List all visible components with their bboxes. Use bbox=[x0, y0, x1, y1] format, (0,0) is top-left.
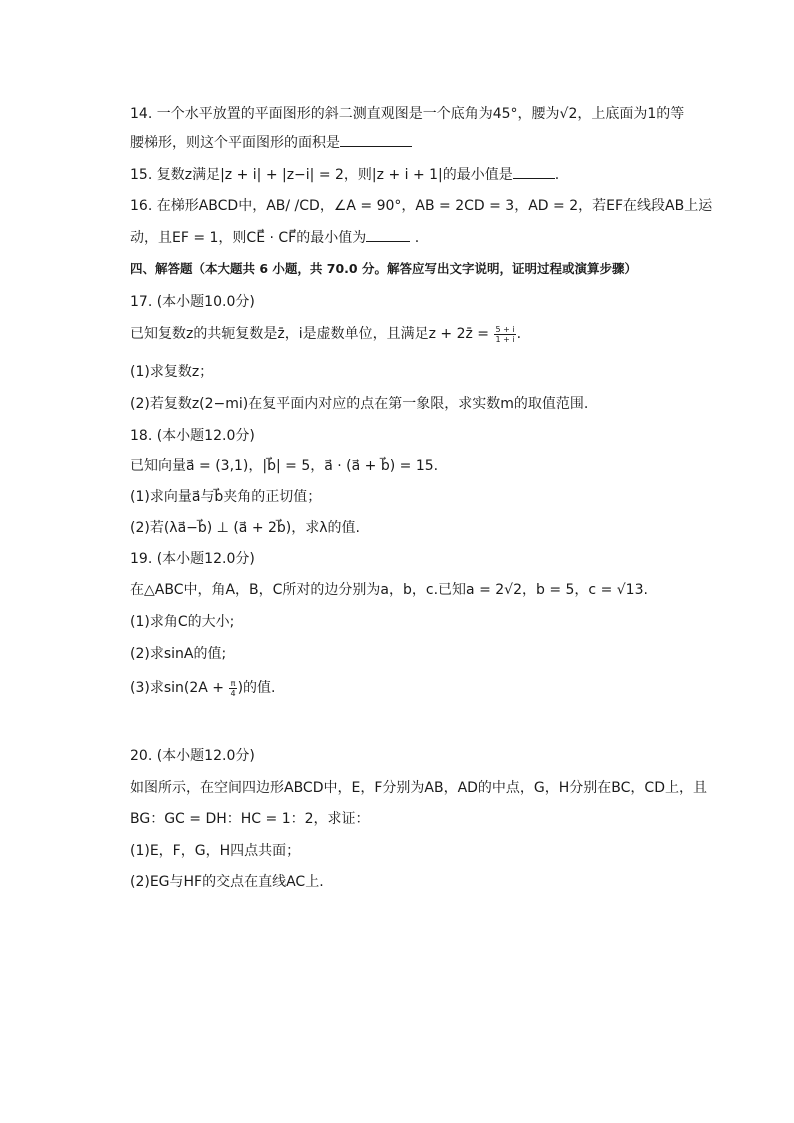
q18-part-2 bbox=[130, 518, 360, 538]
q20-part-2-text: (2)EG与HF的交点在直线AC上. bbox=[130, 874, 324, 890]
q17-part-1 bbox=[130, 362, 213, 382]
q18-header-text: 18. (本小题12.0分) bbox=[130, 428, 255, 444]
q16-line-2 bbox=[130, 227, 419, 248]
q19-stem bbox=[130, 580, 648, 600]
answer-blank bbox=[340, 132, 412, 147]
q19-stem-text: 在△ABC中，角A，B，C所对的边分别为a，b，c.已知a = 2√2，b = 5，c = √13. bbox=[130, 582, 648, 598]
q17-part-2-text: (2)若复数z(2−mi)在复平面内对应的点在第一象限，求实数m的取值范围. bbox=[130, 396, 589, 412]
q15-text: 15. 复数z满足|z + i| + |z−i| = 2，则|z + i + 1|的最小值是 bbox=[130, 167, 513, 183]
q19-header-text: 19. (本小题12.0分) bbox=[130, 551, 255, 567]
answer-blank bbox=[513, 164, 555, 179]
q14-line-2 bbox=[130, 132, 412, 153]
q19-part-3-end: )的值. bbox=[237, 680, 276, 696]
q18-part-1 bbox=[130, 487, 321, 507]
section-heading bbox=[130, 259, 637, 279]
q14-text-1: 14. 一个水平放置的平面图形的斜二测直观图是一个底角为45°，腰为√2，上底面为1的等 bbox=[130, 106, 685, 122]
section-heading-text: 四、解答题（本大题共 6 小题，共 70.0 分。解答应写出文字说明，证明过程或演算步骤） bbox=[130, 261, 637, 276]
answer-blank bbox=[366, 227, 410, 242]
q20-stem-1 bbox=[130, 778, 707, 798]
q18-header bbox=[130, 426, 255, 446]
q14-text-2: 腰梯形，则这个平面图形的面积是 bbox=[130, 135, 340, 151]
q17-part-1-text: (1)求复数z； bbox=[130, 364, 214, 380]
q19-part-3 bbox=[130, 678, 275, 698]
q20-stem-text-2: BG：GC = DH：HC = 1：2，求证： bbox=[130, 811, 370, 827]
q16-text-1: 16. 在梯形ABCD中，AB/ /CD，∠A = 90°，AB = 2CD = 3，AD = 2，若EF在线段AB上运 bbox=[130, 198, 713, 214]
q16-text-2: 动，且EF = 1，则CE⃗ · CF⃗的最小值为 bbox=[130, 230, 367, 246]
q16-line-1 bbox=[130, 196, 712, 216]
q18-stem-text: 已知向量a⃗ = (3,1)，|b⃗| = 5，a⃗ · (a⃗ + b⃗) = 15. bbox=[130, 458, 439, 474]
q17-stem-text: 已知复数z的共轭复数是z̄，i是虚数单位，且满足z + 2z̄ = bbox=[130, 326, 494, 342]
q20-part-1-text: (1)E，F，G，H四点共面； bbox=[130, 843, 301, 859]
q20-part-1 bbox=[130, 841, 300, 861]
q15-line bbox=[130, 164, 559, 185]
fraction-numerator: 5 + i bbox=[495, 324, 515, 334]
q19-part-1 bbox=[130, 612, 234, 632]
q15-tail: . bbox=[554, 167, 560, 183]
q14-line-1 bbox=[130, 104, 684, 124]
q18-part-1-text: (1)求向量a⃗与b⃗夹角的正切值； bbox=[130, 489, 322, 505]
q19-fraction bbox=[229, 679, 236, 698]
q19-part-2 bbox=[130, 644, 226, 664]
q20-header-text: 20. (本小题12.0分) bbox=[130, 748, 255, 764]
q18-part-2-text: (2)若(λa⃗−b⃗) ⊥ (a⃗ + 2b⃗)，求λ的值. bbox=[130, 520, 360, 536]
fraction-numerator: π bbox=[230, 678, 236, 688]
q17-stem bbox=[130, 324, 521, 344]
q19-part-1-text: (1)求角C的大小; bbox=[130, 614, 235, 630]
q17-stem-end: . bbox=[516, 326, 522, 342]
fraction-denominator: 4 bbox=[230, 688, 236, 698]
q17-fraction bbox=[494, 325, 515, 344]
q17-part-2 bbox=[130, 394, 588, 414]
q19-part-3-text: (3)求sin(2A + bbox=[130, 680, 229, 696]
fraction-denominator: 1 + i bbox=[495, 334, 515, 344]
q19-part-2-text: (2)求sinA的值; bbox=[130, 646, 227, 662]
q17-header bbox=[130, 292, 255, 312]
q17-header-text: 17. (本小题10.0分) bbox=[130, 294, 255, 310]
q20-header bbox=[130, 746, 255, 766]
q20-part-2 bbox=[130, 872, 324, 892]
q16-tail: . bbox=[410, 230, 420, 246]
q20-stem-text-1: 如图所示，在空间四边形ABCD中，E，F分别为AB，AD的中点，G，H分别在BC，CD上，且 bbox=[130, 780, 707, 796]
q18-stem bbox=[130, 456, 438, 476]
q19-header bbox=[130, 549, 255, 569]
q20-stem-2 bbox=[130, 809, 370, 829]
